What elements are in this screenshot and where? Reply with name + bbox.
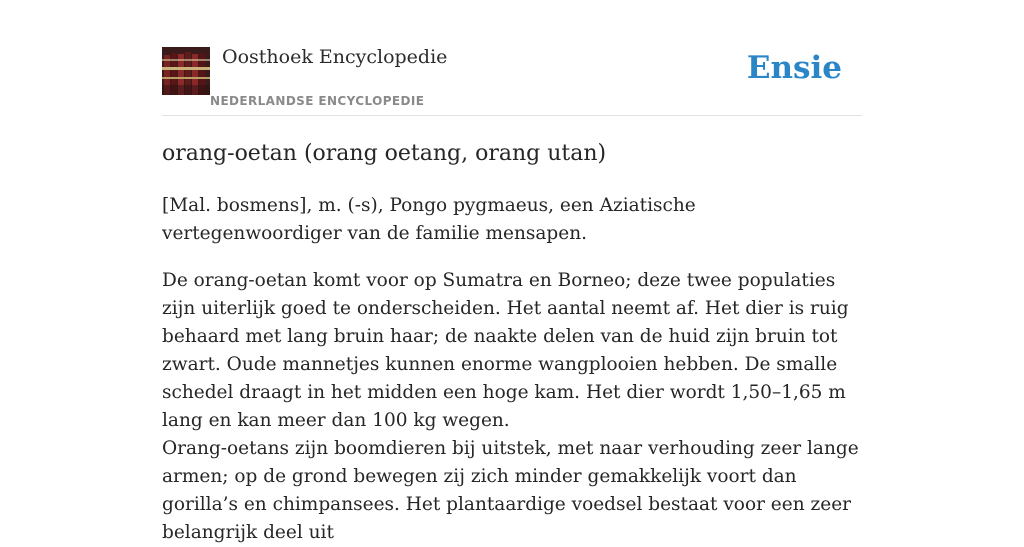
page-container: [162, 0, 862, 543]
site-title[interactable]: Oosthoek Encyclopedie: [222, 46, 448, 68]
ensie-logo[interactable]: Ensie: [746, 50, 842, 86]
entry-paragraph-3: Orang-oetans zijn boomdieren bij uitstek, met naar verhouding zeer lange armen; op de grond bewegen zij zich minder gemakkelijk voort dan gorilla’s en chimpansees. Het plantaardige voedsel bestaat voor een zeer belangrijk deel uit: [162, 438, 859, 543]
site-subtitle: NEDERLANDSE ENCYCLOPEDIE: [210, 94, 425, 108]
entry-paragraph-1: [Mal. bosmens], m. (-s), Pongo pygmaeus, een Aziatische vertegenwoordiger van de familie mensapen.: [162, 195, 696, 244]
entry-title: orang-oetan (orang oetang, orang utan): [162, 141, 607, 166]
site-header: [162, 0, 862, 116]
encyclopedia-books-avatar[interactable]: [162, 47, 210, 95]
books-icon: [162, 47, 210, 95]
entry-paragraph-2: De orang-oetan komt voor op Sumatra en Borneo; deze twee populaties zijn uiterlijk goed te onderscheiden. Het aantal neemt af. Het dier is ruig behaard met lang bruin haar; de naakte delen van de huid zijn bruin tot zwart. Oude mannetjes kunnen enorme wangplooien hebben. De smalle schedel draagt in het midden een hoge kam. Het dier wordt 1,50–1,65 m lang en kan meer dan 100 kg wegen.: [162, 270, 849, 431]
